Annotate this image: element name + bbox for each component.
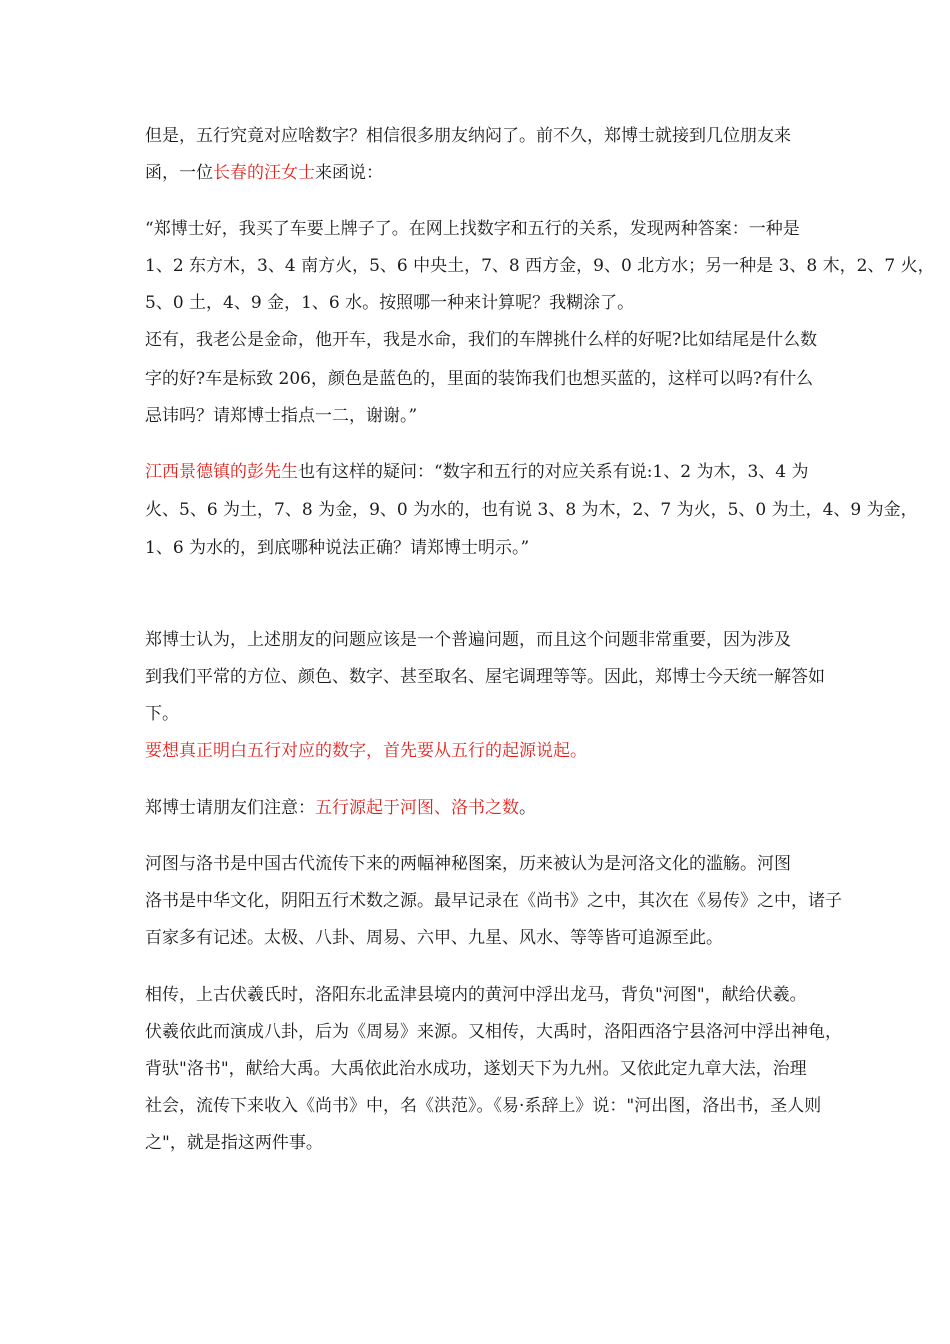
para3-line2: 火、5、6 为土，7、8 为金，9、0 为水的，也有说 3、8 为木，2、7 为火，5、0 为土，4、9 为金，	[145, 500, 918, 520]
para4-line2: 到我们平常的方位、颜色、数字、甚至取名、屋宅调理等等。因此，郑博士今天统一解答如	[145, 667, 825, 687]
para3-line3: 1、6 为水的，到底哪种说法正确？请郑博士明示。”	[145, 538, 530, 558]
para1-line1: 但是，五行究竟对应啥数字？相信很多朋友纳闷了。前不久，郑博士就接到几位朋友来	[145, 126, 791, 146]
highlight-name-wang: 长春的汪女士	[213, 163, 315, 183]
para1-line2-text-a: 函，一位	[145, 163, 213, 183]
para3-line1-text-b: 也有这样的疑问：“数字和五行的对应关系有说:1、2 为木，3、4 为	[298, 462, 809, 482]
highlight-name-peng: 江西景德镇的彭先生	[145, 462, 298, 482]
para4-line3: 下。	[145, 704, 179, 724]
para5-text-a: 郑博士请朋友们注意：	[145, 798, 315, 818]
para1-line2	[145, 160, 383, 186]
para7-line5: 之"，就是指这两件事。	[145, 1133, 323, 1153]
para2-line4: 还有，我老公是金命，他开车，我是水命，我们的车牌挑什么样的好呢?比如结尾是什么数	[145, 330, 818, 350]
para5-line1	[145, 795, 536, 821]
para3-line1	[145, 459, 809, 485]
highlight-hetu-luoshu: 五行源起于河图、洛书之数	[315, 798, 519, 818]
para7-line4: 社会，流传下来收入《尚书》中，名《洪范》。《易·系辞上》说："河出图，洛出书，圣人则	[145, 1096, 822, 1116]
para2-line3: 5、0 土，4、9 金，1、6 水。按照哪一种来计算呢？我糊涂了。	[145, 293, 635, 313]
para2-line1: “郑博士好，我买了车要上牌子了。在网上找数字和五行的关系，发现两种答案：一种是	[145, 219, 800, 239]
para6-line3: 百家多有记述。太极、八卦、周易、六甲、九星、风水、等等皆可追源至此。	[145, 928, 723, 948]
para2-line6: 忌讳吗？请郑博士指点一二，谢谢。”	[145, 406, 418, 426]
para7-line2: 伏羲依此而演成八卦，后为《周易》来源。又相传，大禹时，洛阳西洛宁县洛河中浮出神龟，	[145, 1022, 842, 1042]
para4-highlight-line: 要想真正明白五行对应的数字，首先要从五行的起源说起。	[145, 741, 587, 761]
para1-line2-text-b: 来函说：	[315, 163, 383, 183]
para7-line1: 相传，上古伏羲氏时，洛阳东北孟津县境内的黄河中浮出龙马，背负"河图"，献给伏羲。	[145, 985, 807, 1005]
para4-line1: 郑博士认为，上述朋友的问题应该是一个普遍问题，而且这个问题非常重要，因为涉及	[145, 630, 791, 650]
para6-line2: 洛书是中华文化，阴阳五行术数之源。最早记录在《尚书》之中，其次在《易传》之中，诸子	[145, 891, 842, 911]
para6-line1: 河图与洛书是中国古代流传下来的两幅神秘图案，历来被认为是河洛文化的滥觞。河图	[145, 854, 791, 874]
para2-line5: 字的好?车是标致 206，颜色是蓝色的，里面的装饰我们也想买蓝的，这样可以吗?有什么	[145, 369, 814, 389]
para7-line3: 背驮"洛书"，献给大禹。大禹依此治水成功，遂划天下为九州。又依此定九章大法，治理	[145, 1059, 807, 1079]
para5-text-b: 。	[519, 798, 536, 818]
para2-line2: 1、2 东方木，3、4 南方火，5、6 中央土，7、8 西方金，9、0 北方水；另一种是 3、8 木，2、7 火，	[145, 256, 935, 276]
